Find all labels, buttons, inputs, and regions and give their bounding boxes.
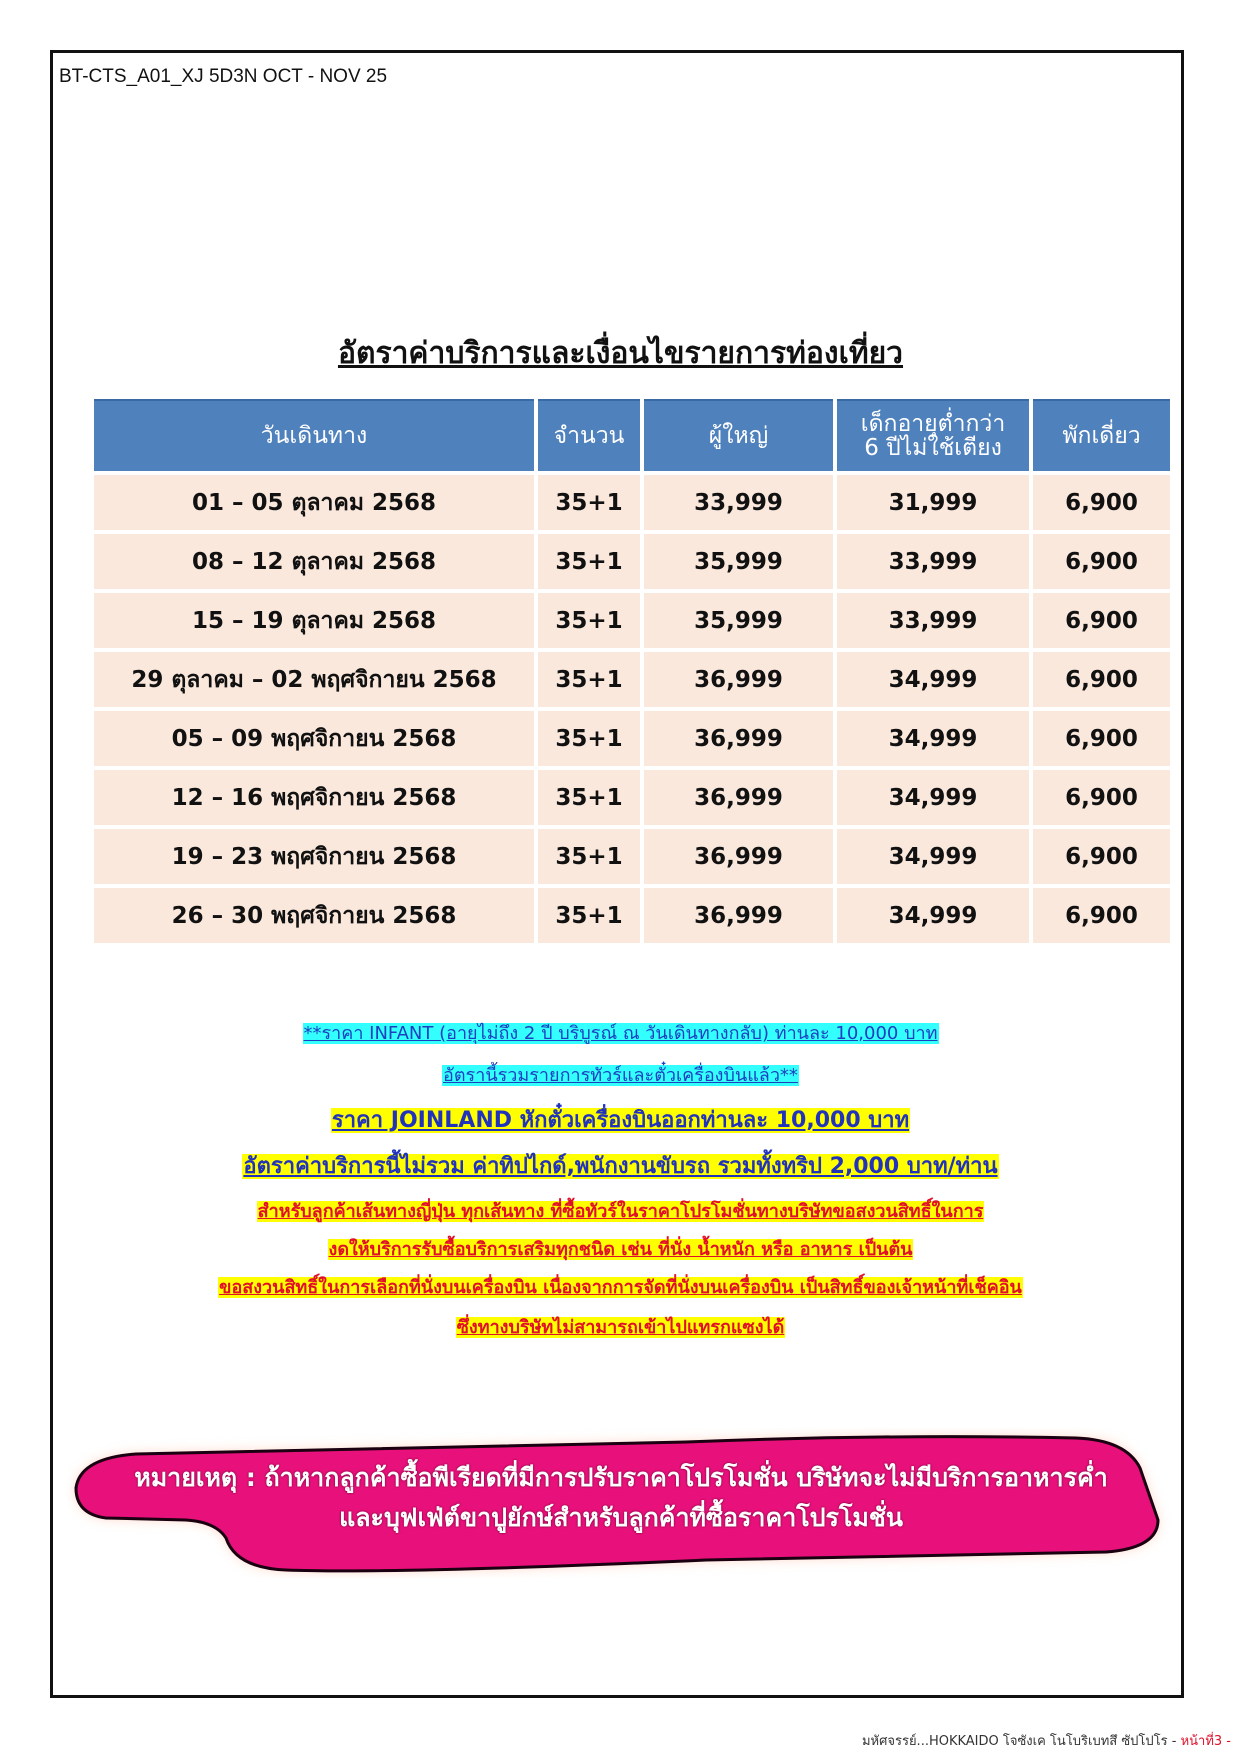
header-single-supplement: พักเดี่ยว: [1033, 399, 1170, 471]
cell-seats: 35+1: [538, 593, 640, 648]
cell-child: 33,999: [837, 593, 1029, 648]
cell-seats: 35+1: [538, 770, 640, 825]
remark-banner: [66, 1428, 1176, 1578]
tip-note: [0, 1148, 1241, 1183]
cell-adult: 36,999: [644, 888, 833, 943]
table-row: [94, 829, 1170, 884]
cell-single: 6,900: [1033, 652, 1170, 707]
remark-line-2: และบุฟเฟ่ต์ขาปูยักษ์สำหรับลูกค้าที่ซื้อราคาโปรโมชั่น: [339, 1503, 903, 1532]
infant-price-text: **ราคา INFANT (อายุไม่ถึง 2 ปี บริบูรณ์ ณ วันเดินทางกลับ) ท่านละ 10,000 บาท: [303, 1023, 938, 1044]
cell-date: 08 – 12 ตุลาคม 2568: [94, 534, 534, 589]
cell-adult: 36,999: [644, 652, 833, 707]
cell-seats: 35+1: [538, 711, 640, 766]
table-row: [94, 475, 1170, 530]
header-child-line2: 6 ปีไม่ใช้เตียง: [864, 435, 1002, 461]
remark-line-1: หมายเหตุ : ถ้าหากลูกค้าซื้อพีเรียดที่มีการปรับราคาโปรโมชั่น บริษัทจะไม่มีบริการอาหารค่ำ: [134, 1463, 1108, 1492]
cell-adult: 36,999: [644, 770, 833, 825]
cell-seats: 35+1: [538, 888, 640, 943]
table-row: [94, 770, 1170, 825]
footer-title: มหัศจรรย์...HOKKAIDO โจซังเค โนโบริเบทสึ ซัปโปโร -: [861, 1734, 1181, 1749]
cell-child: 31,999: [837, 475, 1029, 530]
cell-adult: 36,999: [644, 829, 833, 884]
price-table: [90, 395, 1174, 947]
cell-child: 34,999: [837, 652, 1029, 707]
remark-text: [66, 1458, 1176, 1538]
tip-text: อัตราค่าบริการนี้ไม่รวม ค่าทิปไกด์,พนักงานขับรถ รวมทั้งทริป 2,000 บาท/ท่าน: [243, 1154, 998, 1179]
header-travel-date: วันเดินทาง: [94, 399, 534, 471]
infant-included-note: [0, 1060, 1241, 1089]
cell-child: 34,999: [837, 770, 1029, 825]
header-child-line1: เด็กอายุต่ำกว่า: [860, 410, 1006, 437]
table-row: [94, 652, 1170, 707]
infant-price-note: [0, 1018, 1241, 1047]
cell-date: 19 – 23 พฤศจิกายน 2568: [94, 829, 534, 884]
cell-date: 12 – 16 พฤศจิกายน 2568: [94, 770, 534, 825]
cell-child: 34,999: [837, 829, 1029, 884]
header-child-no-bed: [837, 399, 1029, 471]
cell-child: 33,999: [837, 534, 1029, 589]
table-row: [94, 711, 1170, 766]
cell-single: 6,900: [1033, 593, 1170, 648]
cell-adult: 35,999: [644, 593, 833, 648]
cell-single: 6,900: [1033, 711, 1170, 766]
cell-seats: 35+1: [538, 652, 640, 707]
joinland-note: [0, 1102, 1241, 1137]
header-adult: ผู้ใหญ่: [644, 399, 833, 471]
page-footer: [862, 1730, 1231, 1751]
cell-seats: 35+1: [538, 475, 640, 530]
joinland-text: ราคา JOINLAND หักตั๋วเครื่องบินออกท่านละ 10,000 บาท: [331, 1108, 910, 1133]
document-code: BT-CTS_A01_XJ 5D3N OCT - NOV 25: [59, 66, 388, 87]
cell-adult: 35,999: [644, 534, 833, 589]
cell-child: 34,999: [837, 888, 1029, 943]
cell-date: 29 ตุลาคม – 02 พฤศจิกายน 2568: [94, 652, 534, 707]
cell-single: 6,900: [1033, 475, 1170, 530]
table-row: [94, 888, 1170, 943]
promo-rule-4-text: ซึ่งทางบริษัทไม่สามารถเข้าไปแทรกแซงได้: [456, 1317, 785, 1338]
cell-seats: 35+1: [538, 534, 640, 589]
promo-rule-3-text: ขอสงวนสิทธิ์ในการเลือกที่นั่งบนเครื่องบิน เนื่องจากการจัดที่นั่งบนเครื่องบิน เป็นสิทธิ์ของเจ้าหน้าที่เช็คอิน: [219, 1277, 1022, 1298]
cell-single: 6,900: [1033, 888, 1170, 943]
cell-adult: 33,999: [644, 475, 833, 530]
cell-date: 26 – 30 พฤศจิกายน 2568: [94, 888, 534, 943]
cell-date: 01 – 05 ตุลาคม 2568: [94, 475, 534, 530]
promo-rule-4: [0, 1312, 1241, 1341]
header-seats: จำนวน: [538, 399, 640, 471]
cell-date: 05 – 09 พฤศจิกายน 2568: [94, 711, 534, 766]
cell-single: 6,900: [1033, 829, 1170, 884]
promo-rule-2-text: งดให้บริการรับซื้อบริการเสริมทุกชนิด เช่น ที่นั่ง น้ำหนัก หรือ อาหาร เป็นต้น: [328, 1239, 913, 1260]
page-number: หน้าที่3 -: [1180, 1734, 1231, 1749]
page-title: อัตราค่าบริการและเงื่อนไขรายการท่องเที่ยว: [337, 336, 904, 371]
cell-seats: 35+1: [538, 829, 640, 884]
cell-single: 6,900: [1033, 770, 1170, 825]
table-row: [94, 534, 1170, 589]
cell-date: 15 – 19 ตุลาคม 2568: [94, 593, 534, 648]
cell-single: 6,900: [1033, 534, 1170, 589]
cell-adult: 36,999: [644, 711, 833, 766]
promo-rule-1-text: สำหรับลูกค้าเส้นทางญี่ปุ่น ทุกเส้นทาง ที่ซื้อทัวร์ในราคาโปรโมชั่นทางบริษัทขอสงวนสิทธิ์ในการ: [257, 1201, 984, 1222]
promo-rule-1: [0, 1196, 1241, 1225]
infant-included-text: อัตรานี้รวมรายการทัวร์และตั๋วเครื่องบินแล้ว**: [443, 1065, 798, 1086]
promo-rule-3: [0, 1272, 1241, 1301]
table-header-row: [94, 399, 1170, 471]
table-row: [94, 593, 1170, 648]
cell-child: 34,999: [837, 711, 1029, 766]
promo-rule-2: [0, 1234, 1241, 1263]
